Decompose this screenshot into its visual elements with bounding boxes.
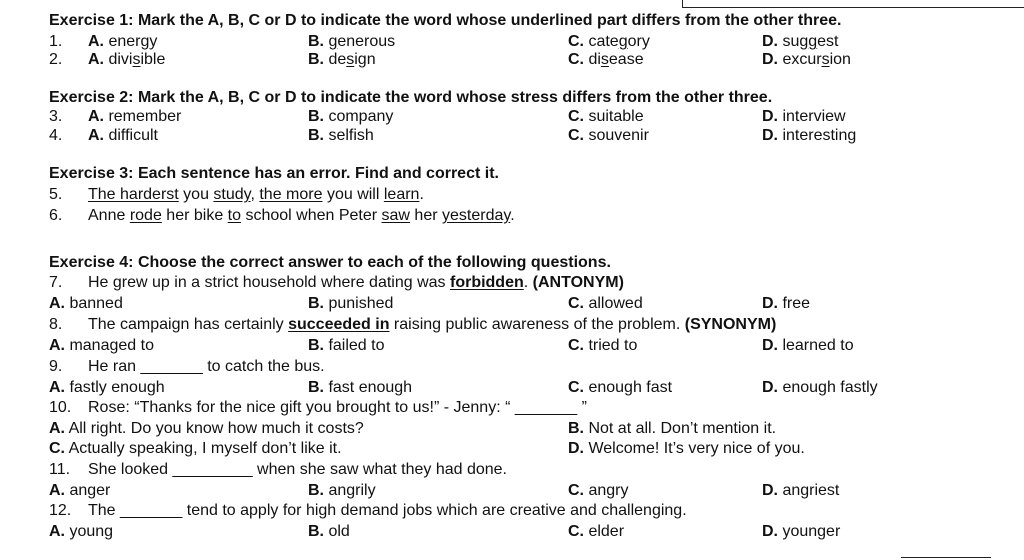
option-b[interactable]: B. old	[308, 523, 350, 540]
option-a[interactable]: A. fastly enough	[49, 379, 165, 396]
question-number: 2.	[49, 51, 63, 68]
question-stem: The campaign has certainly succeeded in raising public awareness of the problem. (SYNONYM)	[88, 316, 777, 333]
sentence: The harderst you study, the more you will learn.	[88, 186, 424, 203]
option-a[interactable]: A. remember	[88, 108, 182, 125]
question-number: 10.	[49, 399, 72, 416]
option-b[interactable]: B. design	[308, 51, 376, 68]
question-7-options	[0, 296, 1024, 316]
question-number: 9.	[49, 358, 63, 375]
option-b[interactable]: B. fast enough	[308, 379, 413, 396]
question-8-options	[0, 338, 1024, 358]
option-b[interactable]: B. punished	[308, 295, 394, 312]
question-stem: Rose: “Thanks for the nice gift you brought to us!” - Jenny: “ _______ ”	[88, 399, 587, 416]
question-number: 3.	[49, 108, 63, 125]
question-number: 5.	[49, 186, 63, 203]
sentence: Anne rode her bike to school when Peter saw her yesterday.	[88, 207, 515, 224]
option-b[interactable]: B. angrily	[308, 482, 376, 499]
exercise-3-heading: Exercise 3: Each sentence has an error. Find and correct it.	[49, 165, 499, 182]
question-7	[0, 275, 1024, 295]
bottom-rule	[901, 557, 991, 558]
option-a[interactable]: A. young	[49, 523, 114, 540]
question-12-options	[0, 524, 1024, 544]
option-c[interactable]: C. elder	[568, 523, 625, 540]
question-12	[0, 503, 1024, 523]
question-10	[0, 400, 1024, 420]
option-a[interactable]: A. All right. Do you know how much it costs?	[49, 420, 364, 437]
option-b[interactable]: B. failed to	[308, 337, 385, 354]
option-d[interactable]: D. Welcome! It’s very nice of you.	[568, 440, 805, 457]
question-9	[0, 359, 1024, 379]
option-c[interactable]: C. tried to	[568, 337, 638, 354]
option-a[interactable]: A. difficult	[88, 127, 158, 144]
question-number: 11.	[49, 461, 71, 478]
option-c[interactable]: C. angry	[568, 482, 629, 499]
option-a[interactable]: A. anger	[49, 482, 111, 499]
option-c[interactable]: C. Actually speaking, I myself don’t like it.	[49, 440, 342, 457]
question-5	[0, 187, 1024, 207]
question-4	[0, 128, 1024, 148]
question-10-options-cd	[0, 441, 1024, 461]
question-8	[0, 317, 1024, 337]
question-stem: He ran _______ to catch the bus.	[88, 358, 325, 375]
question-stem: The _______ tend to apply for high demand jobs which are creative and challenging.	[88, 502, 687, 519]
question-3	[0, 109, 1024, 129]
option-a[interactable]: A. managed to	[49, 337, 154, 354]
exercise-1-heading: Exercise 1: Mark the A, B, C or D to indicate the word whose underlined part differs from the other three.	[49, 12, 842, 29]
question-6	[0, 208, 1024, 228]
option-d[interactable]: D. learned to	[762, 337, 854, 354]
question-number: 1.	[49, 33, 63, 50]
option-b[interactable]: B. company	[308, 108, 394, 125]
answer-blank[interactable]: _________	[172, 461, 253, 478]
exercise-2-heading: Exercise 2: Mark the A, B, C or D to indicate the word whose stress differs from the other three.	[49, 89, 773, 106]
question-11-options	[0, 483, 1024, 503]
answer-blank[interactable]: _______	[140, 358, 203, 375]
answer-blank[interactable]: _______	[120, 502, 183, 519]
option-d[interactable]: D. excursion	[762, 51, 851, 68]
option-a[interactable]: A. divisible	[88, 51, 166, 68]
question-number: 6.	[49, 207, 63, 224]
option-d[interactable]: D. interesting	[762, 127, 857, 144]
question-9-options	[0, 380, 1024, 400]
option-a[interactable]: A. banned	[49, 295, 123, 312]
option-c[interactable]: C. suitable	[568, 108, 644, 125]
option-c[interactable]: C. category	[568, 33, 650, 50]
question-11	[0, 462, 1024, 482]
option-c[interactable]: C. allowed	[568, 295, 643, 312]
option-d[interactable]: D. interview	[762, 108, 846, 125]
question-number: 4.	[49, 127, 63, 144]
option-d[interactable]: D. free	[762, 295, 811, 312]
question-stem: She looked _________ when she saw what they had done.	[88, 461, 507, 478]
option-a[interactable]: A. energy	[88, 33, 158, 50]
option-d[interactable]: D. suggest	[762, 33, 839, 50]
exercise-4-heading: Exercise 4: Choose the correct answer to each of the following questions.	[49, 254, 611, 271]
top-box-border	[682, 0, 1024, 8]
question-number: 12.	[49, 502, 72, 519]
option-d[interactable]: D. younger	[762, 523, 841, 540]
option-c[interactable]: C. enough fast	[568, 379, 673, 396]
question-number: 8.	[49, 316, 63, 333]
option-c[interactable]: C. disease	[568, 51, 644, 68]
question-10-options-ab	[0, 421, 1024, 441]
option-d[interactable]: D. angriest	[762, 482, 840, 499]
option-c[interactable]: C. souvenir	[568, 127, 649, 144]
question-number: 7.	[49, 274, 63, 291]
answer-blank[interactable]: _______	[514, 399, 578, 416]
option-b[interactable]: B. selfish	[308, 127, 374, 144]
question-2	[0, 52, 1024, 72]
option-b[interactable]: B. Not at all. Don’t mention it.	[568, 420, 777, 437]
option-d[interactable]: D. enough fastly	[762, 379, 878, 396]
question-stem: He grew up in a strict household where dating was forbidden. (ANTONYM)	[88, 274, 624, 291]
option-b[interactable]: B. generous	[308, 33, 396, 50]
